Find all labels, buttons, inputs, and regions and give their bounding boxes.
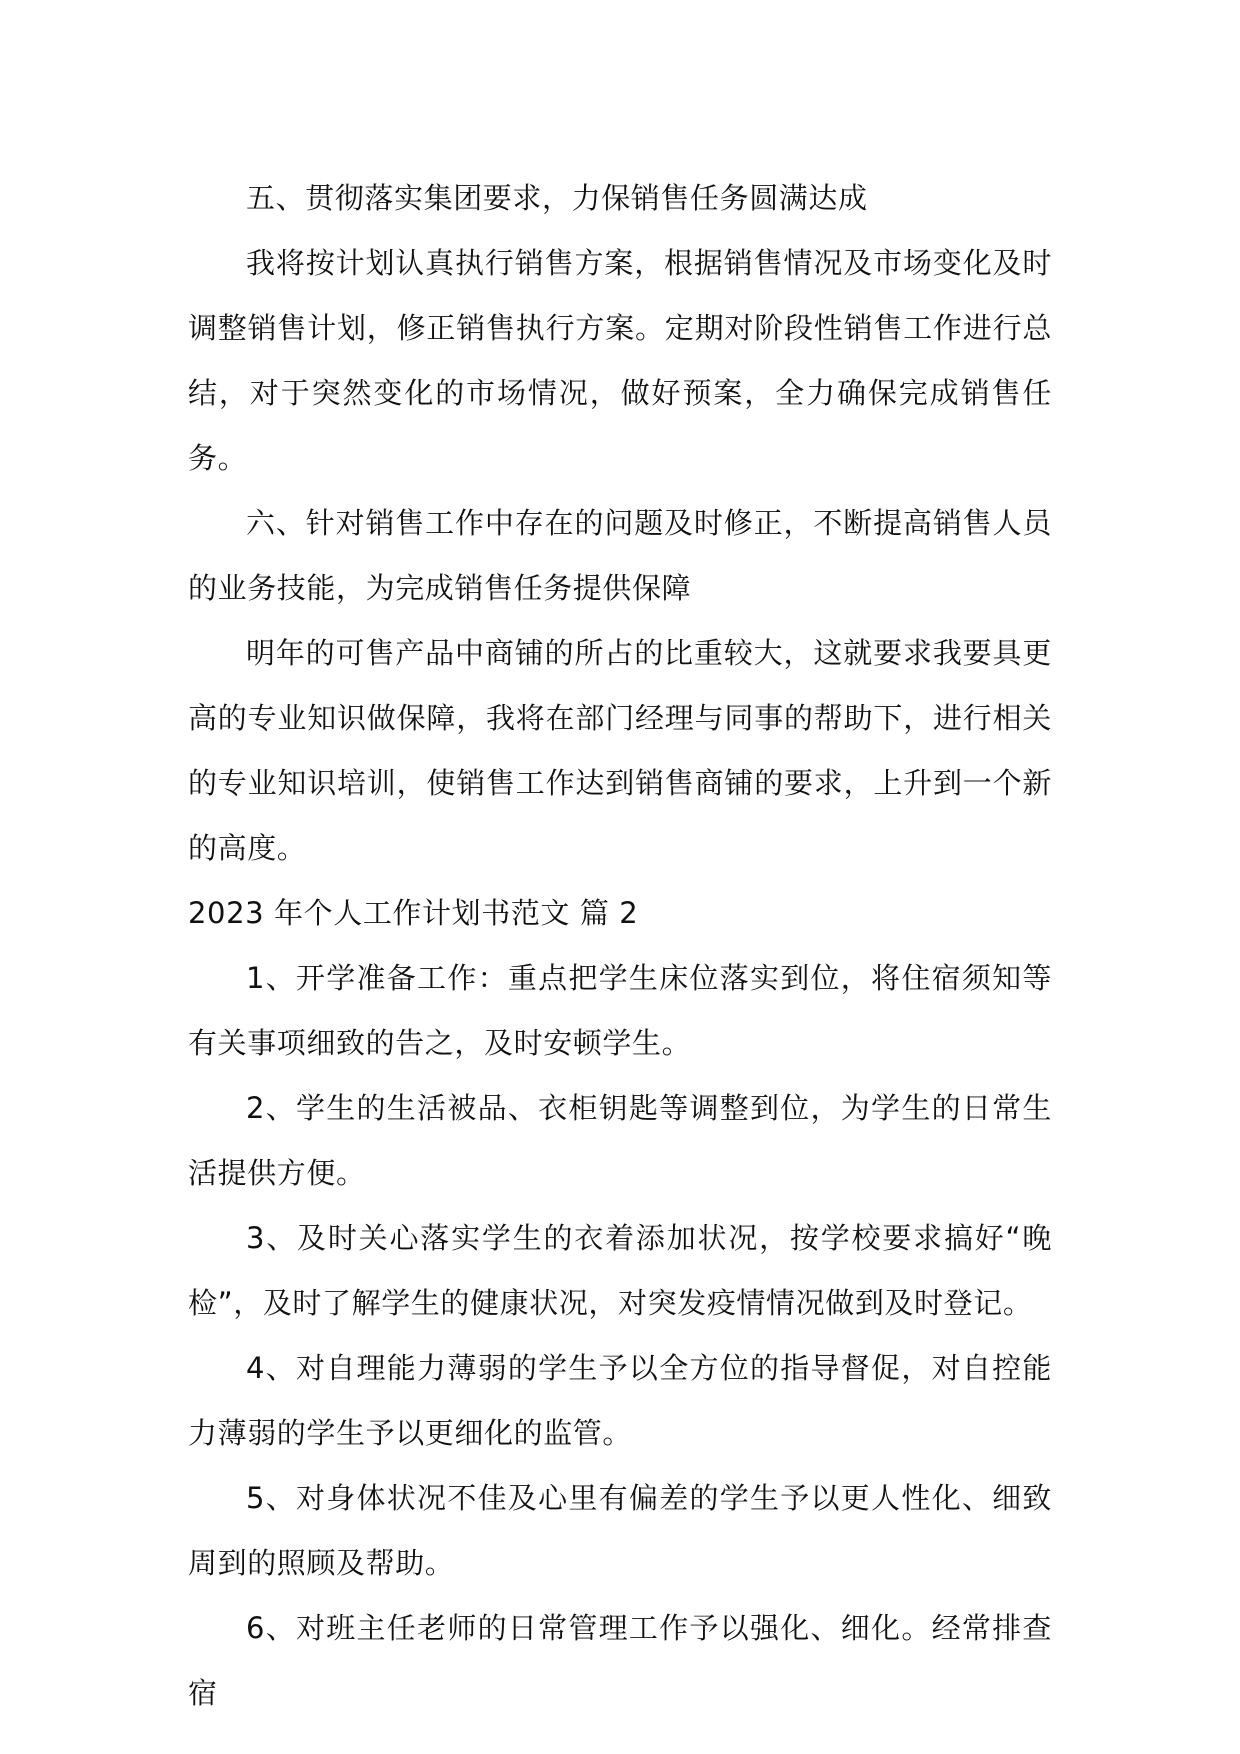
paragraph: 我将按计划认真执行销售方案，根据销售情况及市场变化及时调整销售计划，修正销售执行方案。定期对阶段性销售工作进行总结，对于突然变化的市场情况，做好预案，全力确保完成销售任务。 <box>188 246 1052 475</box>
section-heading-6: 六、针对销售工作中存在的问题及时修正，不断提高销售人员的业务技能，为完成销售任务提供保障 <box>188 506 1052 605</box>
section-heading-5: 五、贯彻落实集团要求，力保销售任务圆满达成 <box>246 181 868 215</box>
document-body <box>188 166 1052 1726</box>
list-item-6: 6、对班主任老师的日常管理工作予以强化、细化。经常排查宿 <box>188 1611 1052 1710</box>
list-item-3: 3、及时关心落实学生的衣着添加状况，按学校要求搞好“晚检”，及时了解学生的健康状况，对突发疫情情况做到及时登记。 <box>188 1221 1052 1320</box>
list-item-1: 1、开学准备工作：重点把学生床位落实到位，将住宿须知等有关事项细致的告之，及时安顿学生。 <box>188 961 1052 1060</box>
list-item-2: 2、学生的生活被品、衣柜钥匙等调整到位，为学生的日常生活提供方便。 <box>188 1091 1052 1190</box>
paragraph: 明年的可售产品中商铺的所占的比重较大，这就要求我要具更高的专业知识做保障，我将在部门经理与同事的帮助下，进行相关的专业知识培训，使销售工作达到销售商铺的要求，上升到一个新的高度。 <box>188 636 1052 865</box>
list-item-4: 4、对自理能力薄弱的学生予以全方位的指导督促，对自控能力薄弱的学生予以更细化的监管。 <box>188 1351 1052 1450</box>
list-item-5: 5、对身体状况不佳及心里有偏差的学生予以更人性化、细致周到的照顾及帮助。 <box>188 1481 1052 1580</box>
article-title: 2023 年个人工作计划书范文 篇 2 <box>188 896 639 930</box>
